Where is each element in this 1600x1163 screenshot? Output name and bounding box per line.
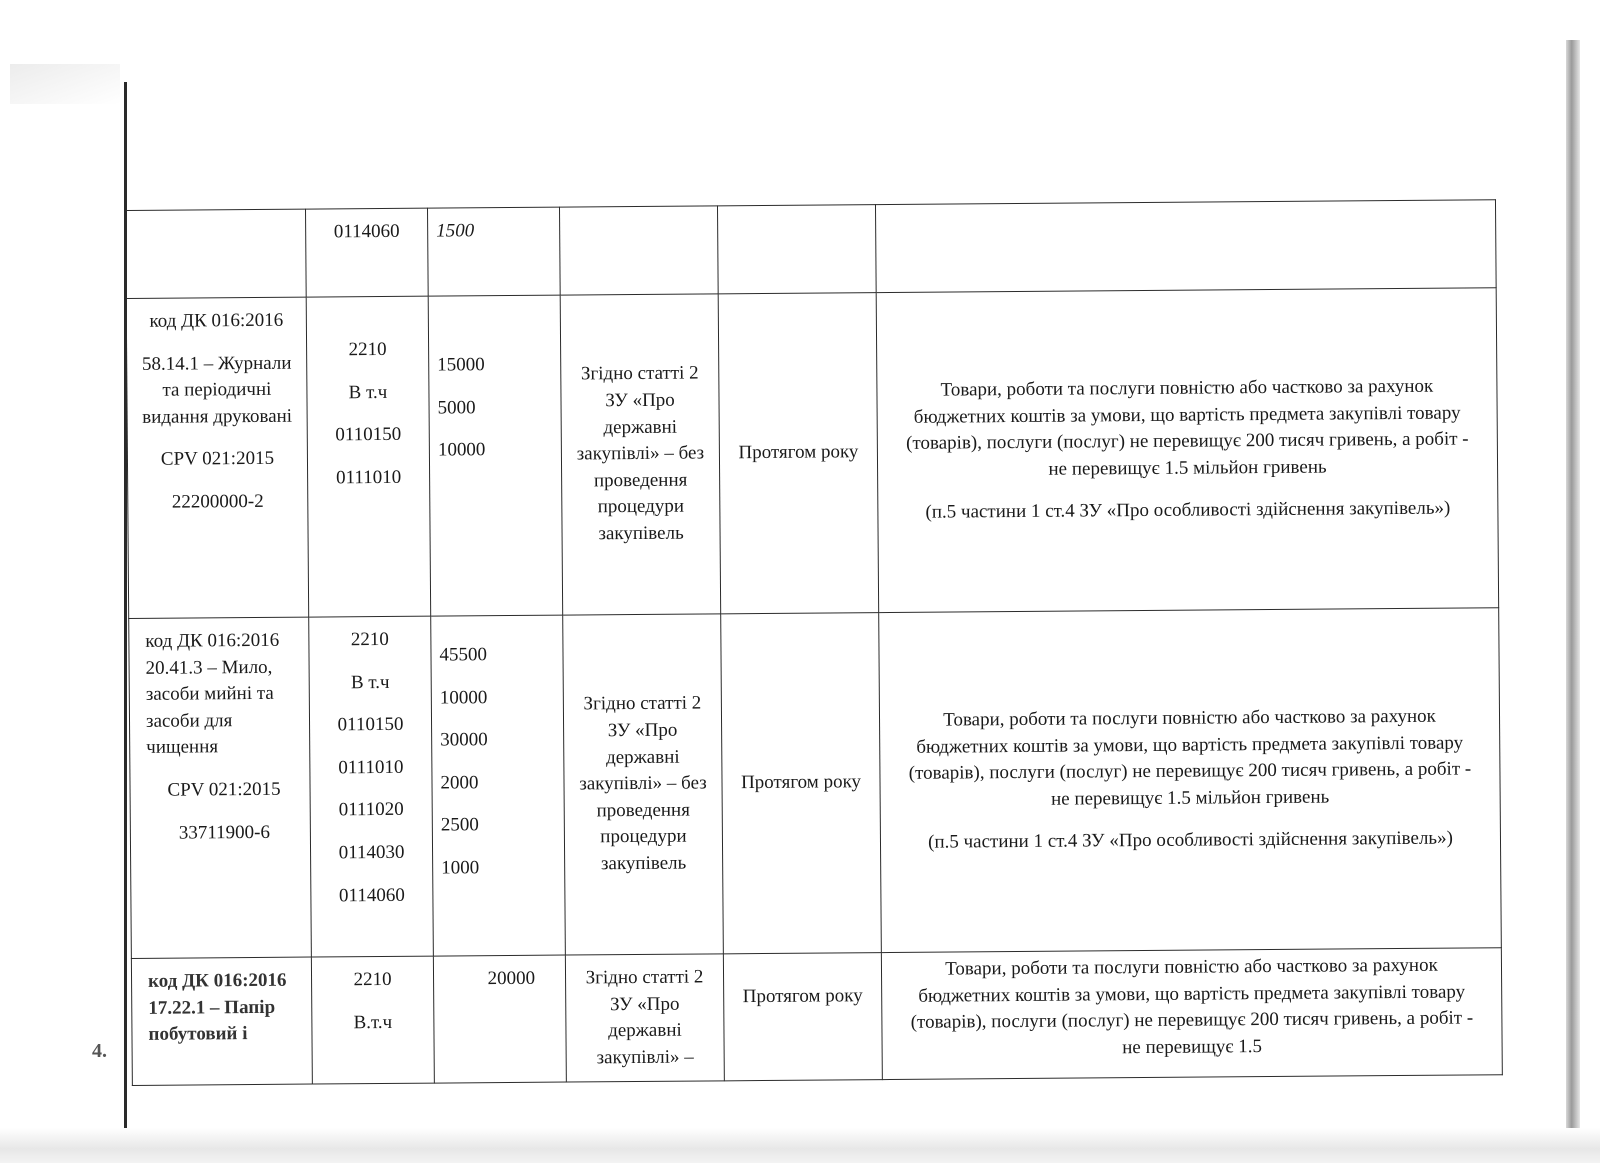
code-value: 0114060: [338, 884, 405, 906]
amount-value: 45500: [439, 644, 488, 666]
amount-value: 30000: [440, 729, 488, 751]
code-value: В т.ч: [350, 671, 390, 693]
item-cell: [126, 297, 309, 618]
amount-value: 10000: [437, 439, 486, 461]
procedure-text: Згідно статті 2 ЗУ «Про державні закупівлі» – без проведення процедури закупівель: [576, 362, 705, 545]
cpv-label: CPV 021:2015: [167, 778, 281, 801]
item-cell: [131, 957, 312, 1086]
basis-text: Товари, роботи та послуги повністю або частково за рахунок бюджетних коштів за умови, що вартість предмета закупівлі товару (товарів), послуги (послуг) не перевищує 200 тисяч гривень, а робіт - не перевищує 1.5 мільйон гривень: [906, 375, 1469, 480]
codes-cell: [309, 616, 434, 957]
scan-shadow-corner: [10, 64, 120, 104]
item-cell: [126, 209, 307, 298]
code-value: 0114030: [338, 841, 405, 864]
amount-value: 1500: [436, 220, 475, 242]
code-value: В.т.ч: [353, 1011, 393, 1033]
code-value: 0114060: [333, 220, 400, 243]
basis-cell: [876, 288, 1498, 613]
period-cell: [721, 613, 882, 954]
procedure-cell: [563, 614, 724, 955]
cpv-code: 22200000-2: [171, 490, 264, 513]
code-value: 0111010: [338, 756, 404, 779]
page-right-edge: [1566, 40, 1580, 1163]
table-row: [126, 200, 1497, 299]
codes-cell: [305, 208, 428, 297]
basis-cell: [881, 948, 1502, 1080]
code-value: 2210: [353, 968, 392, 991]
table-row: [129, 608, 1502, 959]
procedure-cell: [565, 954, 724, 1083]
amounts-cell: [428, 295, 563, 616]
amount-value: 2000: [440, 772, 479, 794]
cpv-code: 33711900-6: [178, 821, 271, 844]
period-text: Протягом року: [742, 985, 863, 1008]
codes-cell: [311, 956, 434, 1084]
cpv-label: CPV 021:2015: [160, 448, 275, 471]
period-text: Протягом року: [740, 771, 862, 794]
amounts-cell: [433, 955, 566, 1083]
page-bottom-edge: [0, 1128, 1600, 1163]
amount-value: [437, 336, 552, 337]
basis-cell: [875, 200, 1496, 293]
item-description: код ДК 016:2016 20.41.3 – Мило, засоби мийні та засоби для чищення: [145, 629, 280, 759]
amount-value: 10000: [439, 686, 488, 709]
amount-value: [439, 626, 554, 627]
codes-cell: [306, 296, 431, 617]
item-description: код ДК 016:2016 17.22.1 – Папір побутовий і: [147, 969, 287, 1046]
procedure-cell: [559, 206, 718, 295]
period-cell: [717, 205, 876, 294]
row-number: 4.: [92, 1040, 107, 1062]
basis-text: Товари, роботи та послуги повністю або частково за рахунок бюджетних коштів за умови, що вартість предмета закупівлі товару (товарів), послуги (послуг) не перевищує 200 тисяч гривень, а робіт - не перевищує 1.5 мільйон гривень: [908, 705, 1472, 810]
code-value: В т.ч: [348, 381, 388, 403]
code-value: 0111020: [338, 799, 404, 821]
table-row: [126, 288, 1498, 619]
period-cell: [718, 293, 879, 614]
procedure-text: Згідно статті 2 ЗУ «Про державні закупівлі» – без проведення процедури закупівель: [579, 692, 707, 875]
code-value: 2210: [348, 338, 387, 361]
code-value: 0110150: [335, 424, 402, 446]
amount-value: 15000: [437, 354, 485, 376]
item-description: 58.14.1 – Журнали та періодичні видання друковані: [141, 352, 293, 428]
period-cell: [723, 953, 882, 1082]
code-value: 0111010: [335, 466, 402, 489]
procurement-table: [125, 199, 1503, 1086]
period-text: Протягом року: [738, 441, 859, 464]
amounts-cell: [431, 615, 566, 956]
amount-value: 1000: [441, 857, 480, 879]
basis-reference: (п.5 частини 1 ст.4 ЗУ «Про особливості здійснення закупівель»): [925, 497, 1451, 524]
item-cell: [129, 617, 312, 958]
amounts-cell: [427, 207, 560, 296]
basis-cell: [879, 608, 1502, 953]
code-value: 2210: [350, 628, 389, 651]
basis-text: Товари, роботи та послуги повністю або частково за рахунок бюджетних коштів за умови, що вартість предмета закупівлі товару (товарів), послуги (послуг) не перевищує 200 тисяч гривень, а робіт - не перевищує 1.5: [910, 954, 1474, 1058]
basis-reference: (п.5 частини 1 ст.4 ЗУ «Про особливості здійснення закупівель»): [927, 827, 1453, 854]
amount-value: 5000: [437, 396, 476, 419]
procedure-text: Згідно статті 2 ЗУ «Про державні закупівлі» –: [585, 966, 704, 1069]
amount-value: 20000: [487, 967, 536, 990]
amount-value: 2500: [440, 814, 479, 836]
table-row: [131, 948, 1502, 1086]
dk-code: код ДК 016:2016: [149, 309, 284, 332]
code-value: 0110150: [337, 714, 404, 736]
procedure-cell: [560, 294, 721, 615]
